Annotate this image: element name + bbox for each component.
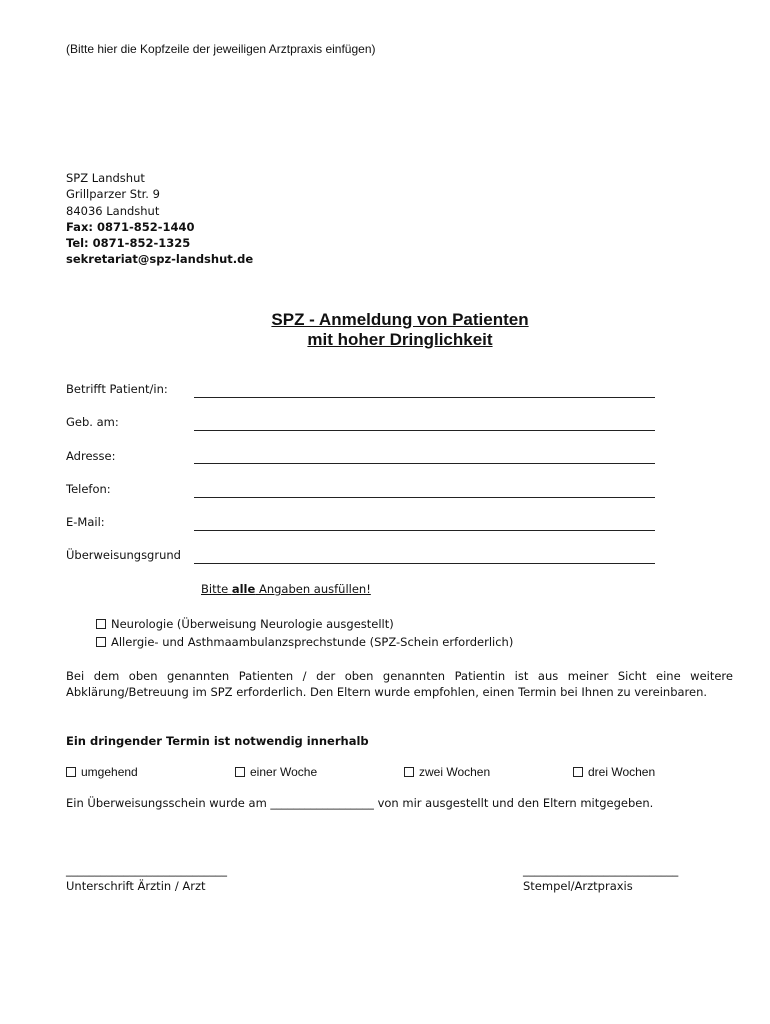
fill-all-note	[201, 582, 371, 596]
two-weeks-checkbox[interactable]	[404, 767, 414, 777]
label-address: Adresse:	[66, 449, 116, 463]
patient-input-line[interactable]	[194, 397, 655, 398]
address-tel: Tel: 0871-852-1325	[66, 236, 191, 251]
address-name: SPZ Landshut	[66, 171, 145, 185]
address-block	[66, 170, 253, 268]
immediately-label: umgehend	[81, 765, 138, 779]
fill-all-post: Angaben ausfüllen!	[255, 582, 371, 596]
neurology-checkbox[interactable]	[96, 619, 106, 629]
signature-line-right: ___________________________	[523, 863, 679, 877]
urgency-two-weeks[interactable]	[404, 765, 490, 779]
address-input-line[interactable]	[194, 463, 655, 464]
address-fax: Fax: 0871-852-1440	[66, 219, 195, 234]
urgency-one-week[interactable]	[235, 765, 317, 779]
referral-slip-text: Ein Überweisungsschein wurde am __________________ von mir ausgestellt und den Eltern mitgegeben.	[66, 796, 654, 810]
signature-line-left: ____________________________	[66, 863, 227, 877]
three-weeks-checkbox[interactable]	[573, 767, 583, 777]
page-title: SPZ - Anmeldung von Patienten	[271, 310, 529, 329]
address-city: 84036 Landshut	[66, 203, 160, 218]
email-input-line[interactable]	[194, 530, 655, 531]
immediately-checkbox[interactable]	[66, 767, 76, 777]
fill-all-bold: alle	[231, 582, 256, 596]
urgency-three-weeks[interactable]	[573, 765, 655, 779]
label-phone: Telefon:	[66, 482, 111, 496]
urgency-immediately[interactable]	[66, 765, 138, 779]
option-allergy[interactable]	[96, 635, 513, 649]
signature-label-right: Stempel/Arztpraxis	[523, 879, 633, 893]
label-patient: Betrifft Patient/in:	[66, 382, 168, 396]
option-allergy-label: Allergie- und Asthmaambulanzsprechstunde (SPZ-Schein erforderlich)	[111, 635, 514, 649]
birth-input-line[interactable]	[194, 430, 655, 431]
label-email: E-Mail:	[66, 515, 105, 529]
statement-paragraph: Bei dem oben genannten Patienten / der oben genannten Patientin ist aus meiner Sicht eine weitere Abklärung/Betreuung im SPZ erforderlich. Den Eltern wurde empfohlen, einen Termin bei Ihnen zu vereinbaren.	[66, 669, 733, 699]
allergy-checkbox[interactable]	[96, 637, 106, 647]
signature-label-left: Unterschrift Ärztin / Arzt	[66, 879, 206, 893]
header-note: (Bitte hier die Kopfzeile der jeweiligen Arztpraxis einfügen)	[66, 42, 376, 56]
address-email: sekretariat@spz-landshut.de	[66, 252, 254, 267]
one-week-label: einer Woche	[250, 765, 318, 779]
option-neurology[interactable]	[96, 617, 394, 631]
phone-input-line[interactable]	[194, 497, 655, 498]
label-birth: Geb. am:	[66, 415, 119, 429]
two-weeks-label: zwei Wochen	[419, 765, 491, 779]
fill-all-pre: Bitte	[201, 582, 232, 596]
label-referral-reason: Überweisungsgrund	[66, 548, 181, 562]
option-neurology-label: Neurologie (Überweisung Neurologie ausgestellt)	[111, 617, 394, 631]
three-weeks-label: drei Wochen	[588, 765, 656, 779]
page-subtitle: mit hoher Dringlichkeit	[307, 330, 493, 349]
one-week-checkbox[interactable]	[235, 767, 245, 777]
address-street: Grillparzer Str. 9	[66, 187, 160, 202]
referral-reason-input-line[interactable]	[194, 563, 655, 564]
urgency-heading: Ein dringender Termin ist notwendig innerhalb	[66, 734, 369, 748]
